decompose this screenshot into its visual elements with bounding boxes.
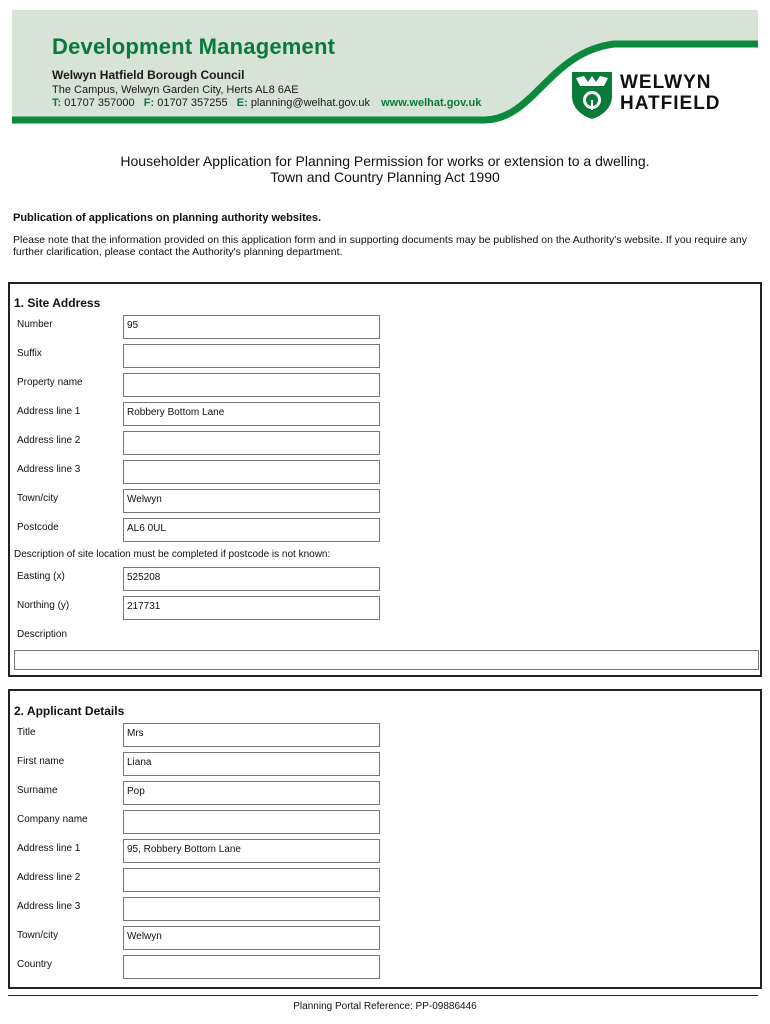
description-field[interactable]: [14, 650, 759, 670]
first-name-field[interactable]: Liana: [123, 752, 380, 776]
country-label: Country: [17, 959, 53, 970]
council-logo-text: [620, 72, 721, 114]
email-label: E:: [236, 97, 248, 109]
address-line-2-field[interactable]: [123, 431, 380, 455]
town-city-field[interactable]: Welwyn: [123, 489, 380, 513]
surname-label: Surname: [17, 785, 58, 796]
first-name-label: First name: [17, 756, 65, 767]
website-link[interactable]: www.welhat.gov.uk: [381, 97, 482, 109]
document-title: [0, 153, 770, 185]
title-field[interactable]: Mrs: [123, 723, 380, 747]
logo-line-1: WELWYN: [620, 72, 712, 93]
property-name-label: Property name: [17, 377, 83, 388]
company-name-field[interactable]: [123, 810, 380, 834]
section-title: 1. Site Address: [14, 296, 101, 310]
publication-heading: Publication of applications on planning authority websites.: [13, 212, 322, 224]
location-note: Description of site location must be completed if postcode is not known:: [14, 549, 331, 560]
address-line-1-field[interactable]: Robbery Bottom Lane: [123, 402, 380, 426]
town-city-label: Town/city: [17, 493, 59, 504]
portal-reference: Planning Portal Reference: PP-09886446: [293, 1001, 477, 1012]
easting-field[interactable]: 525208: [123, 567, 380, 591]
address-line-3-label: Address line 3: [17, 464, 81, 475]
postcode-label: Postcode: [17, 522, 59, 533]
suffix-label: Suffix: [17, 348, 42, 359]
document-title-line-2: Town and Country Planning Act 1990: [270, 169, 500, 185]
email-link[interactable]: planning@welhat.gov.uk: [250, 97, 371, 109]
section-title: 2. Applicant Details: [14, 704, 125, 718]
address-line-2-label: Address line 2: [17, 872, 81, 883]
title-label: Title: [17, 727, 36, 738]
town-city-field[interactable]: Welwyn: [123, 926, 380, 950]
address-line-2-field[interactable]: [123, 868, 380, 892]
address-line-1-label: Address line 1: [17, 843, 81, 854]
fax-number: 01707 357255: [157, 97, 228, 109]
address-line-3-field[interactable]: [123, 897, 380, 921]
surname-field[interactable]: Pop: [123, 781, 380, 805]
address-line-3-label: Address line 3: [17, 901, 81, 912]
number-label: Number: [17, 319, 53, 330]
address-line-1-field[interactable]: 95, Robbery Bottom Lane: [123, 839, 380, 863]
postcode-field[interactable]: AL6 0UL: [123, 518, 380, 542]
fax-label: F:: [143, 97, 155, 109]
address-line-3-field[interactable]: [123, 460, 380, 484]
tel-label: T:: [52, 97, 62, 109]
council-name: Welwyn Hatfield Borough Council: [52, 68, 245, 82]
department-title: Development Management: [52, 34, 336, 59]
address-line-1-label: Address line 1: [17, 406, 81, 417]
property-name-field[interactable]: [123, 373, 380, 397]
site-address-section: [8, 282, 762, 677]
logo-line-2: HATFIELD: [620, 93, 721, 114]
applicant-details-section: [8, 689, 762, 989]
contact-line: [52, 97, 481, 109]
town-city-label: Town/city: [17, 930, 59, 941]
description-label: Description: [17, 629, 68, 640]
council-shield-icon: [570, 70, 614, 120]
tel-number: 01707 357000: [64, 97, 135, 109]
number-field[interactable]: 95: [123, 315, 380, 339]
suffix-field[interactable]: [123, 344, 380, 368]
country-field[interactable]: [123, 955, 380, 979]
document-title-line-1: Householder Application for Planning Permission for works or extension to a dwelling.: [120, 153, 650, 169]
publication-notice: Please note that the information provided on this application form and in supporting documents may be published on the Authority's website. If you require any further clarification, please contact the Authority's planning department.: [13, 234, 747, 258]
northing-field[interactable]: 217731: [123, 596, 380, 620]
northing-label: Northing (y): [17, 600, 70, 611]
address-line-2-label: Address line 2: [17, 435, 81, 446]
footer-divider: [8, 995, 758, 996]
company-name-label: Company name: [17, 814, 88, 825]
easting-label: Easting (x): [17, 571, 65, 582]
council-address: The Campus, Welwyn Garden City, Herts AL8 6AE: [52, 84, 299, 96]
